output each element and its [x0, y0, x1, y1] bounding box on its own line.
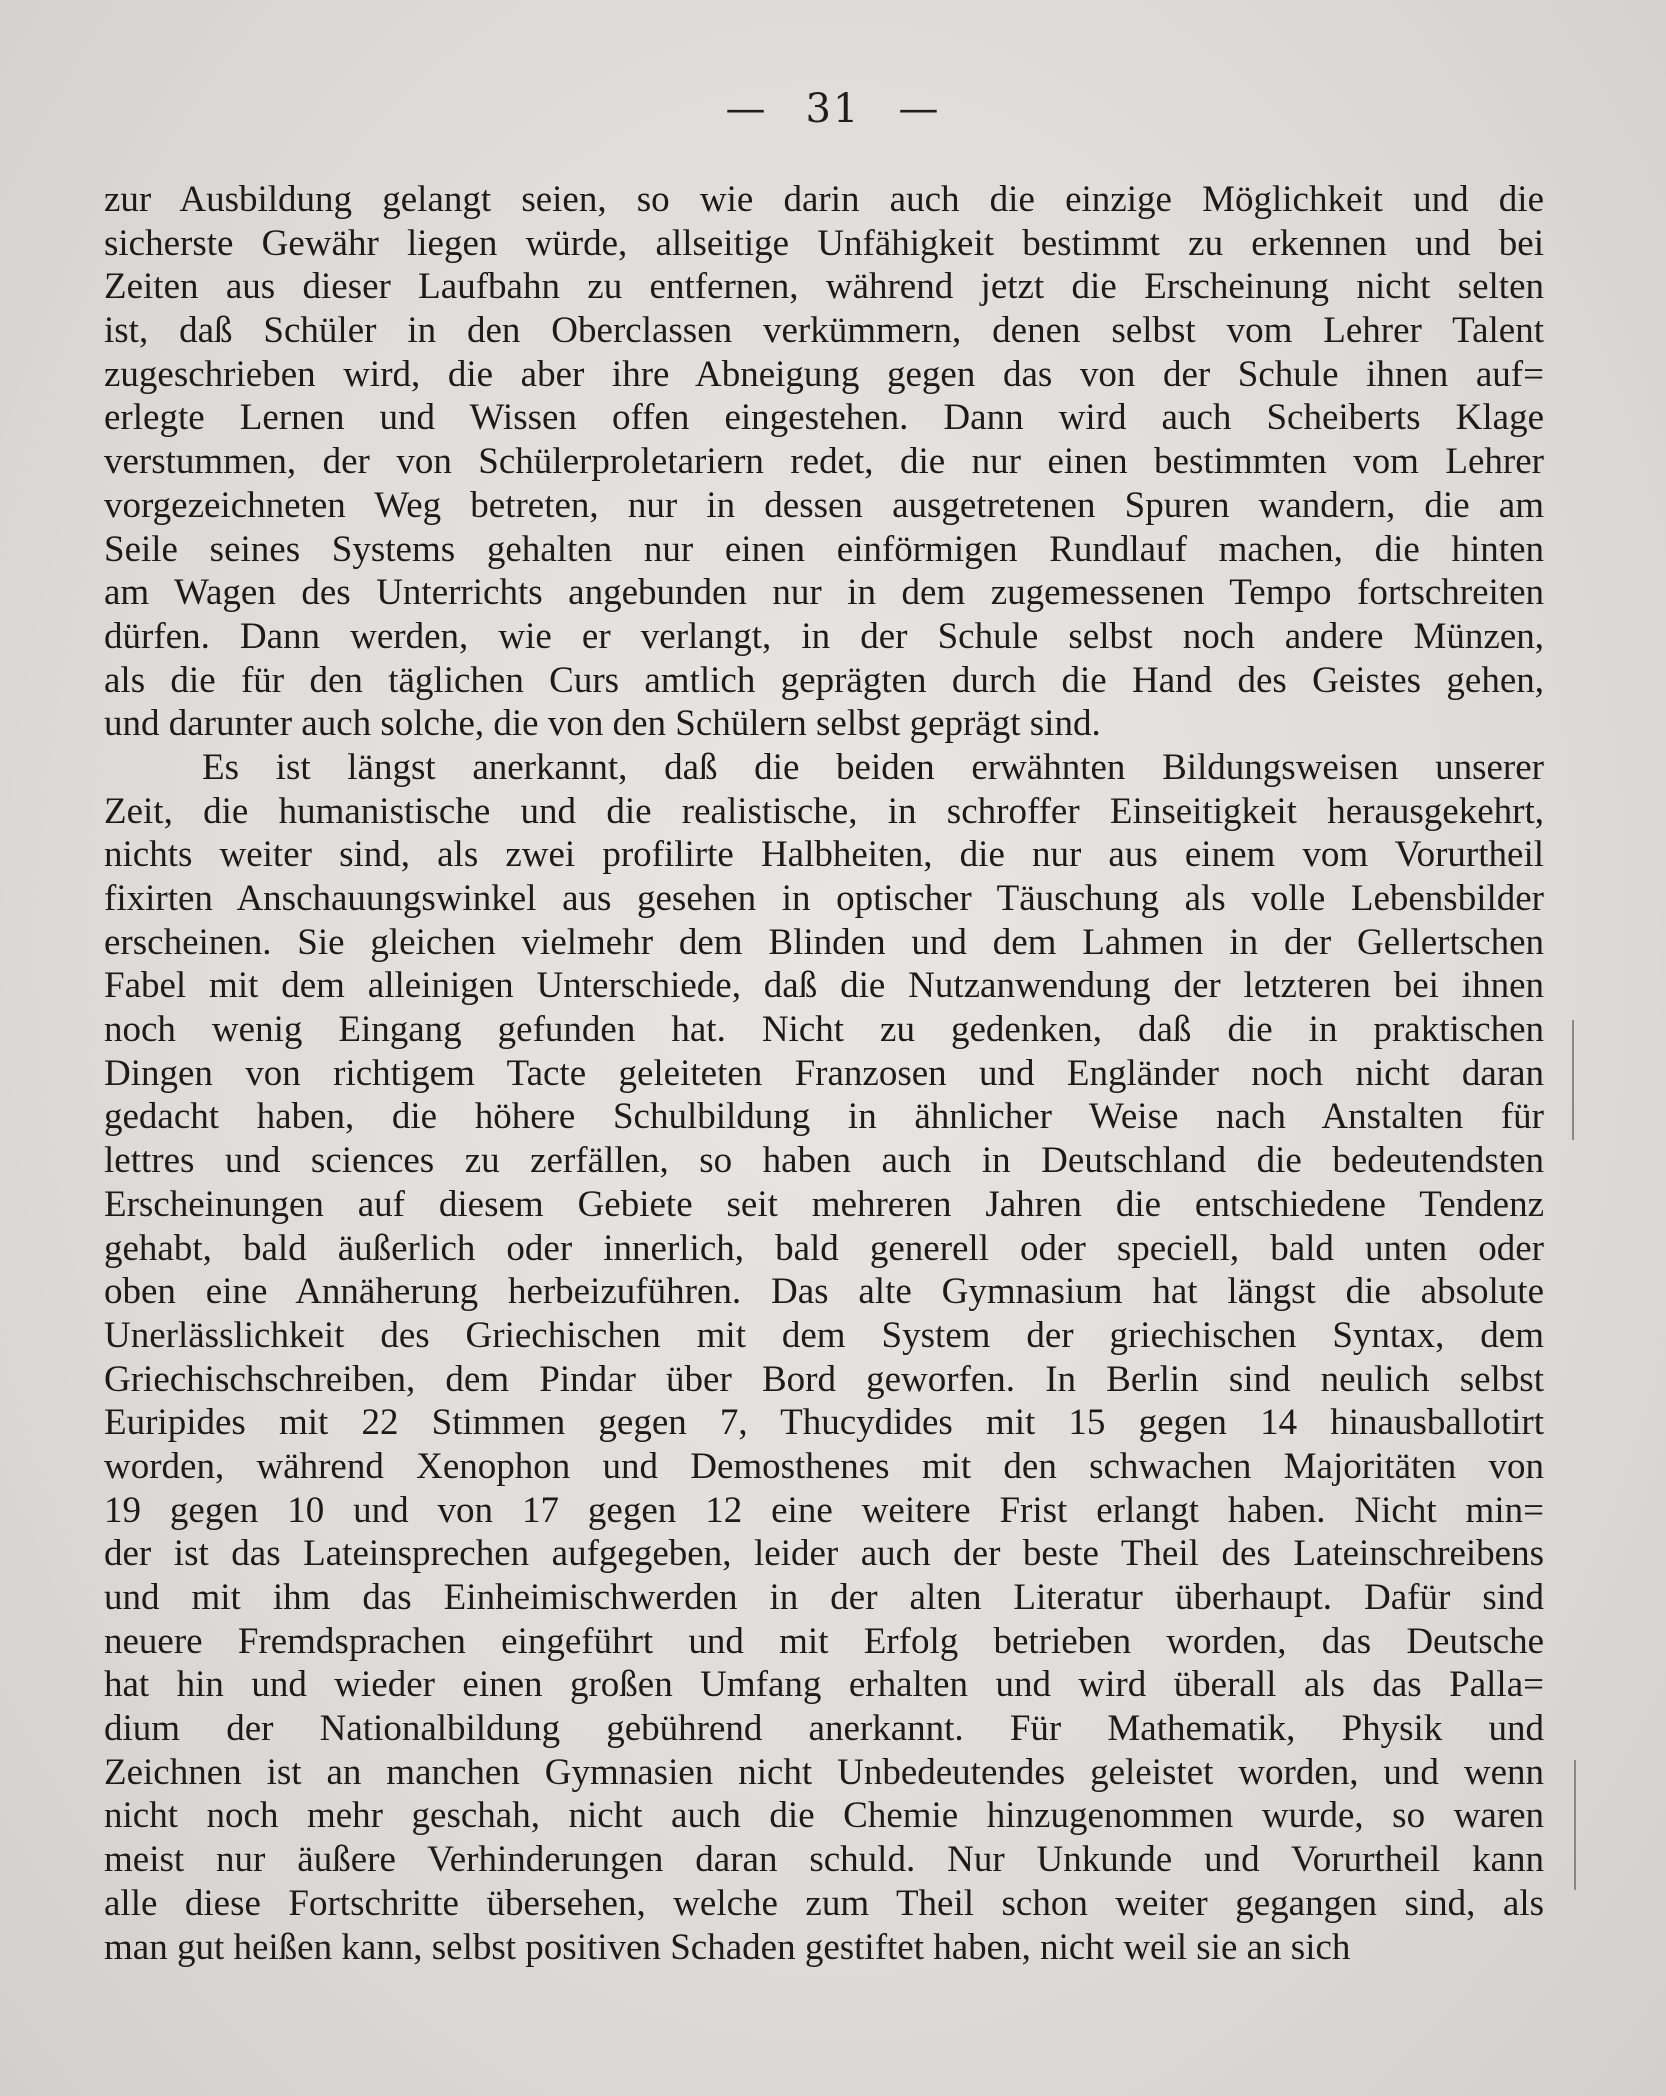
text-line: Dingen von richtigem Tacte geleiteten Franzosen und Engländer noch nicht daran: [104, 1052, 1544, 1094]
text-line: erlegte Lernen und Wissen offen eingestehen. Dann wird auch Scheiberts Klage: [104, 397, 1544, 439]
text-line: noch wenig Eingang gefunden hat. Nicht zu gedenken, daß die in praktischen: [104, 1009, 1544, 1051]
text-line: fixirten Anschauungswinkel aus gesehen in optischer Täuschung als volle Lebensbilder: [104, 878, 1544, 919]
text-line: meist nur äußere Verhinderungen daran schuld. Nur Unkunde und Vorurtheil kann: [104, 1839, 1544, 1881]
page-number: 31: [805, 86, 861, 132]
text-line: Erscheinungen auf diesem Gebiete seit mehreren Jahren die entschiedene Tendenz: [104, 1183, 1544, 1225]
header-dash-right: —: [898, 86, 941, 132]
text-line: sicherste Gewähr liegen würde, allseitige Unfähigkeit bestimmt zu erkennen und bei: [104, 222, 1544, 264]
text-line: ist, daß Schüler in den Oberclassen verkümmern, denen selbst vom Lehrer Talent: [104, 310, 1544, 352]
text-line: und darunter auch solche, die von den Schülern selbst geprägt sind.: [104, 703, 1101, 745]
text-line: alle diese Fortschritte übersehen, welche zum Theil schon weiter gegangen sind, als: [104, 1882, 1544, 1924]
body-text: [104, 178, 1544, 1969]
text-line: verstummen, der von Schülerproletariern redet, die nur einen bestimmten vom Lehrer: [104, 441, 1544, 483]
text-line: Fabel mit dem alleinigen Unterschiede, daß die Nutzanwendung der letzteren bei ihnen: [104, 965, 1544, 1007]
text-line: Euripides mit 22 Stimmen gegen 7, Thucydides mit 15 gegen 14 hinausballotirt: [104, 1402, 1544, 1444]
text-line: 19 gegen 10 und von 17 gegen 12 eine weitere Frist erlangt haben. Nicht min=: [104, 1489, 1544, 1531]
text-line: als die für den täglichen Curs amtlich geprägten durch die Hand des Geistes gehen,: [104, 659, 1544, 701]
text-line: Unerlässlichkeit des Griechischen mit dem System der griechischen Syntax, dem: [104, 1314, 1544, 1356]
text-line: Zeiten aus dieser Laufbahn zu entfernen, während jetzt die Erscheinung nicht selten: [104, 266, 1544, 308]
text-line: zur Ausbildung gelangt seien, so wie darin auch die einzige Möglichkeit und die: [104, 179, 1544, 220]
text-line: oben eine Annäherung herbeizuführen. Das alte Gymnasium hat längst die absolute: [104, 1271, 1544, 1313]
text-line: nicht noch mehr geschah, nicht auch die Chemie hinzugenommen wurde, so waren: [104, 1795, 1544, 1837]
text-line: Zeit, die humanistische und die realistische, in schroffer Einseitigkeit herausgekehrt,: [104, 790, 1544, 832]
margin-pencil-mark: [1574, 1760, 1576, 1890]
text-line: Seile seines Systems gehalten nur einen einförmigen Rundlauf machen, die hinten: [104, 528, 1544, 570]
paragraph: [104, 746, 1544, 1969]
text-line: nichts weiter sind, als zwei profilirte Halbheiten, die nur aus einem vom Vorurtheil: [104, 834, 1544, 876]
text-line: Zeichnen ist an manchen Gymnasien nicht Unbedeutendes geleistet worden, und wenn: [104, 1751, 1544, 1793]
text-line: und mit ihm das Einheimischwerden in der alten Literatur überhaupt. Dafür sind: [104, 1577, 1544, 1618]
text-line: dürfen. Dann werden, wie er verlangt, in der Schule selbst noch andere Münzen,: [104, 615, 1544, 657]
text-line: gedacht haben, die höhere Schulbildung in ähnlicher Weise nach Anstalten für: [104, 1096, 1544, 1138]
text-line: dium der Nationalbildung gebührend anerkannt. Für Mathematik, Physik und: [104, 1708, 1544, 1750]
text-line: man gut heißen kann, selbst positiven Schaden gestiftet haben, nicht weil sie an sich: [104, 1926, 1351, 1968]
text-line: gehabt, bald äußerlich oder innerlich, bald generell oder speciell, bald unten oder: [104, 1227, 1544, 1269]
text-line: erscheinen. Sie gleichen vielmehr dem Blinden und dem Lahmen in der Gellertschen: [104, 921, 1544, 963]
page-header: [0, 86, 1666, 132]
text-line: Griechischschreiben, dem Pindar über Bord geworfen. In Berlin sind neulich selbst: [104, 1358, 1544, 1400]
text-line: lettres und sciences zu zerfällen, so haben auch in Deutschland die bedeutendsten: [104, 1140, 1544, 1182]
header-dash-left: —: [725, 86, 768, 132]
text-line: Es ist längst anerkannt, daß die beiden erwähnten Bildungsweisen unserer: [202, 746, 1544, 788]
text-line: zugeschrieben wird, die aber ihre Abneigung gegen das von der Schule ihnen auf=: [104, 353, 1544, 395]
paragraph: [104, 178, 1544, 746]
text-line: worden, während Xenophon und Demosthenes mit den schwachen Majoritäten von: [104, 1445, 1544, 1487]
text-line: vorgezeichneten Weg betreten, nur in dessen ausgetretenen Spuren wandern, die am: [104, 484, 1544, 526]
margin-pencil-mark: [1572, 1020, 1574, 1140]
text-line: der ist das Lateinsprechen aufgegeben, leider auch der beste Theil des Lateinschreibens: [104, 1533, 1544, 1575]
text-line: neuere Fremdsprachen eingeführt und mit Erfolg betrieben worden, das Deutsche: [104, 1620, 1544, 1662]
text-line: hat hin und wieder einen großen Umfang erhalten und wird überall als das Palla=: [104, 1664, 1544, 1706]
text-line: am Wagen des Unterrichts angebunden nur in dem zugemessenen Tempo fortschreiten: [104, 572, 1544, 614]
